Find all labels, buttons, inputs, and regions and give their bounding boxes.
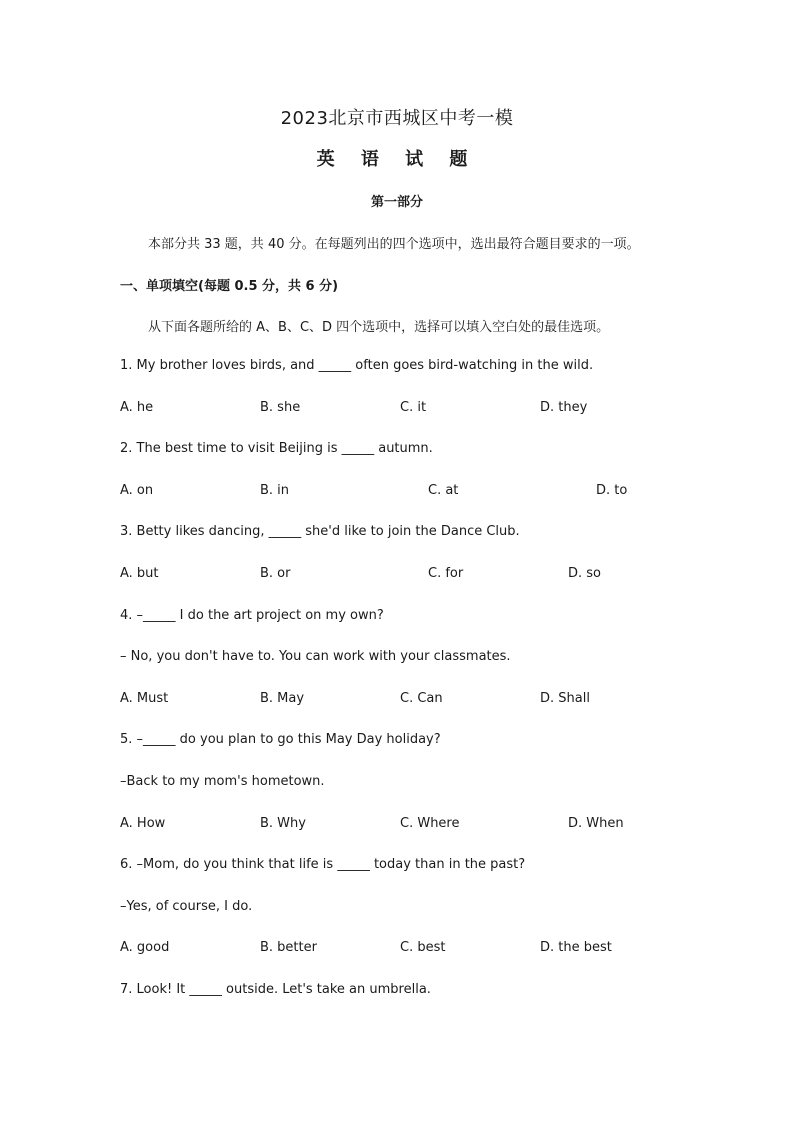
question-4-option-a: A. Must xyxy=(120,691,169,706)
question-1-option-d: D. they xyxy=(540,400,588,415)
question-2-option-d: D. to xyxy=(596,483,628,498)
question-2-option-b: B. in xyxy=(260,483,290,498)
question-4-option-d: D. Shall xyxy=(540,691,590,706)
question-5-option-c: C. Where xyxy=(400,816,460,831)
question-4-option-c: C. Can xyxy=(400,691,443,706)
question-3-option-a: A. but xyxy=(120,566,159,581)
question-1-stem: 1. My brother loves birds, and _____ often goes bird-watching in the wild. xyxy=(120,358,594,373)
question-6-option-a: A. good xyxy=(120,940,170,955)
question-5-option-b: B. Why xyxy=(260,816,306,831)
section-heading: 一、单项填空(每题 0.5 分，共 6 分) xyxy=(120,279,339,294)
question-6-reply: –Yes, of course, I do. xyxy=(120,899,253,914)
question-1-option-a: A. he xyxy=(120,400,154,415)
question-3-option-d: D. so xyxy=(568,566,602,581)
question-3-option-b: B. or xyxy=(260,566,291,581)
question-3-stem: 3. Betty likes dancing, _____ she'd like to join the Dance Club. xyxy=(120,524,520,539)
intro-text: 本部分共 33 题，共 40 分。在每题列出的四个选项中，选出最符合题目要求的一项。 xyxy=(148,237,640,252)
question-6-option-c: C. best xyxy=(400,940,446,955)
question-6-option-b: B. better xyxy=(260,940,317,955)
question-7-stem: 7. Look! It _____ outside. Let's take an umbrella. xyxy=(120,982,431,997)
question-4-reply: – No, you don't have to. You can work with your classmates. xyxy=(120,649,511,664)
question-5-reply: –Back to my mom's hometown. xyxy=(120,774,325,789)
question-1-option-b: B. she xyxy=(260,400,301,415)
question-5-option-d: D. When xyxy=(568,816,624,831)
question-5-option-a: A. How xyxy=(120,816,166,831)
question-6-stem: 6. –Mom, do you think that life is _____ today than in the past? xyxy=(120,857,526,872)
question-4-stem: 4. –_____ I do the art project on my own? xyxy=(120,608,384,623)
question-2-option-a: A. on xyxy=(120,483,154,498)
part-label: 第一部分 xyxy=(370,195,423,210)
question-6-option-d: D. the best xyxy=(540,940,612,955)
question-5-stem: 5. –_____ do you plan to go this May Day holiday? xyxy=(120,732,441,747)
question-3-option-c: C. for xyxy=(428,566,464,581)
section-instruction: 从下面各题所给的 A、B、C、D 四个选项中，选择可以填入空白处的最佳选项。 xyxy=(148,320,610,335)
exam-title: 2023北京市西城区中考一模 xyxy=(280,108,514,129)
question-4-option-b: B. May xyxy=(260,691,305,706)
exam-subject: 英 语 试 题 xyxy=(316,149,478,170)
question-2-stem: 2. The best time to visit Beijing is _____ autumn. xyxy=(120,441,433,456)
question-1-option-c: C. it xyxy=(400,400,427,415)
question-2-option-c: C. at xyxy=(428,483,459,498)
